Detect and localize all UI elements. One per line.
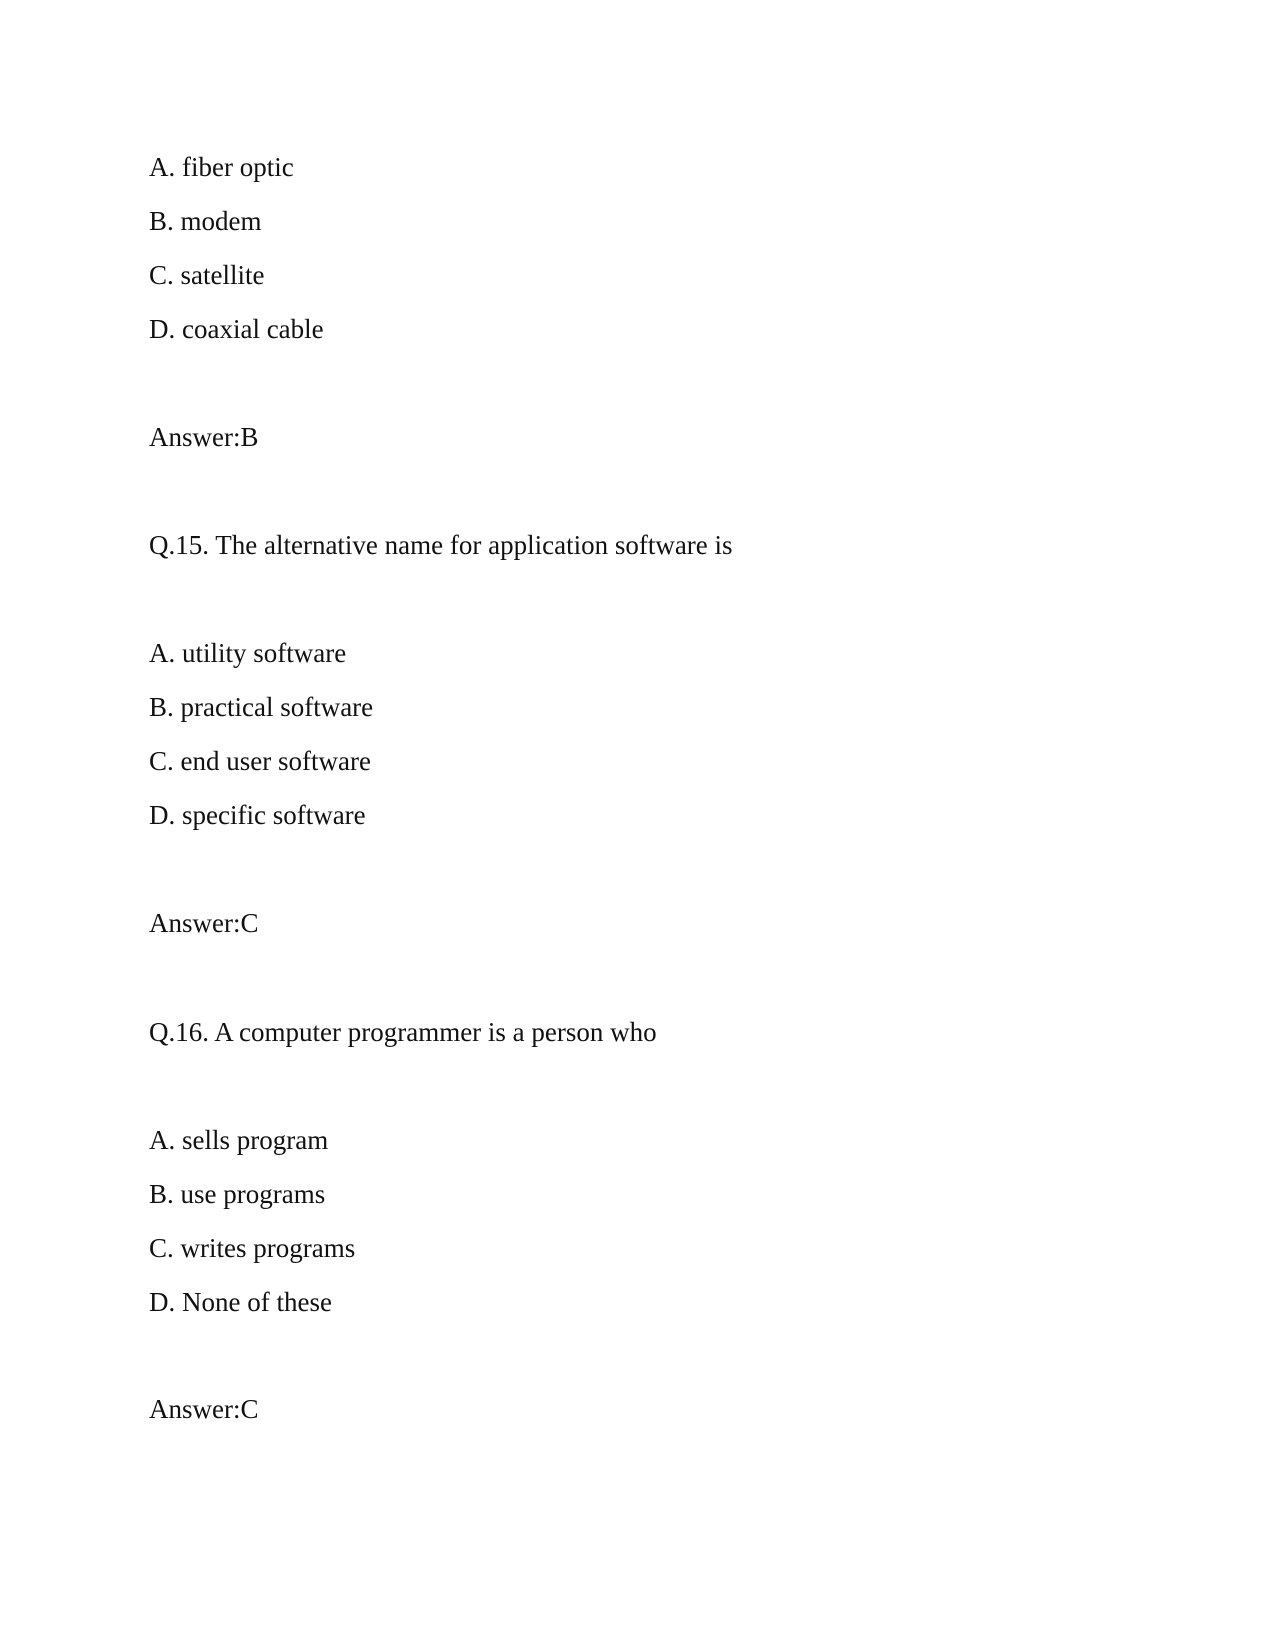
option-b: B. practical software: [149, 692, 374, 722]
question-text: Q.15. The alternative name for application software is: [149, 530, 733, 560]
option-d: D. None of these: [149, 1287, 332, 1317]
answer-text: Answer:C: [149, 908, 259, 938]
option-c: C. satellite: [149, 260, 265, 290]
option-a: A. utility software: [149, 638, 347, 668]
answer-text: Answer:B: [149, 422, 259, 452]
option-a: A. sells program: [149, 1125, 329, 1155]
option-d: D. specific software: [149, 800, 366, 830]
option-c: C. writes programs: [149, 1233, 356, 1263]
option-d: D. coaxial cable: [149, 314, 324, 344]
question-text: Q.16. A computer programmer is a person who: [149, 1017, 657, 1047]
answer-text: Answer:C: [149, 1394, 259, 1424]
option-c: C. end user software: [149, 746, 371, 776]
option-b: B. modem: [149, 206, 262, 236]
option-a: A. fiber optic: [149, 152, 294, 182]
option-b: B. use programs: [149, 1179, 326, 1209]
